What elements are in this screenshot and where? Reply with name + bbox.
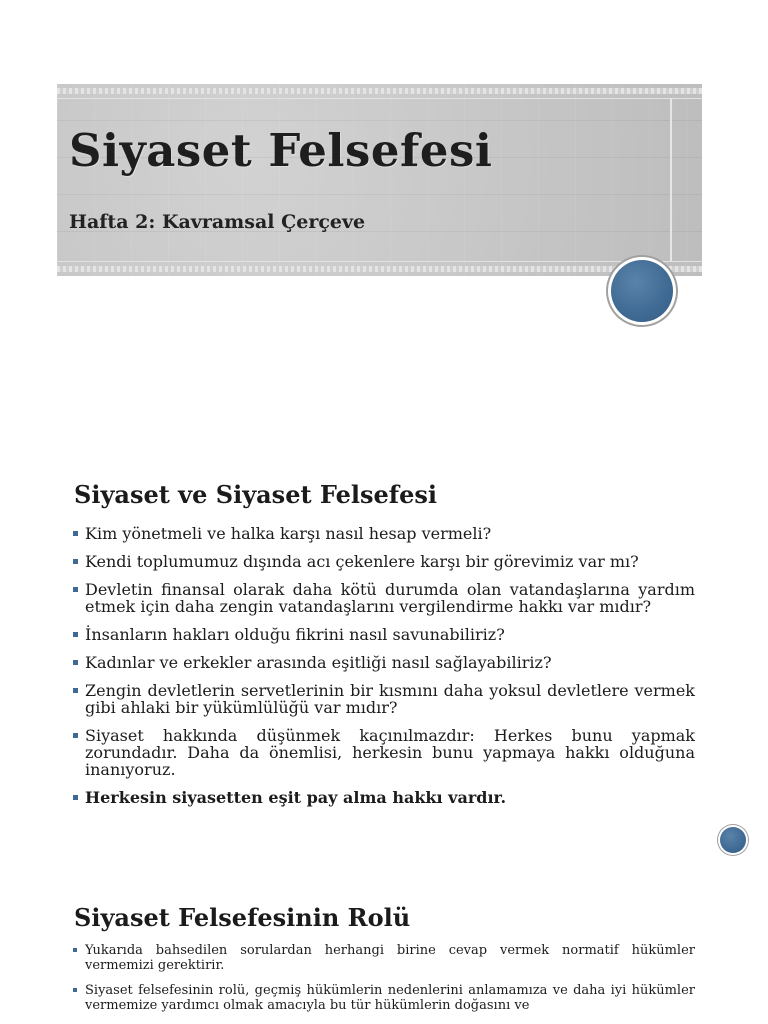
list-item-text: Zengin devletlerin servetlerinin bir kısmını daha yoksul devletlere vermek gibi ahlaki bir yükümlülüğü var mıdır? (85, 681, 695, 717)
slide-title: Siyaset Felsefesi (69, 124, 493, 177)
banner-bottom-stripe (57, 266, 702, 272)
list-item-text: Herkesin siyasetten eşit pay alma hakkı vardır. (85, 788, 507, 807)
square-bullet-icon (73, 531, 78, 536)
banner-top-stripe (57, 88, 702, 94)
list-item (73, 983, 695, 1013)
square-bullet-icon (73, 795, 78, 800)
list-item (73, 525, 695, 542)
square-bullet-icon (73, 632, 78, 637)
square-bullet-icon (73, 988, 77, 992)
circle-ornament-icon (611, 260, 673, 322)
circle-ornament-icon (720, 827, 746, 853)
title-banner (57, 84, 702, 276)
square-bullet-icon (73, 948, 77, 952)
square-bullet-icon (73, 688, 78, 693)
list-item-text: Yukarıda bahsedilen sorulardan herhangi birine cevap vermek normatif hükümler vermemizi gerektirir. (85, 943, 695, 973)
section-heading: Siyaset Felsefesinin Rolü (74, 903, 411, 932)
banner-vertical-divider (670, 98, 672, 262)
list-item (73, 553, 695, 570)
list-item (73, 943, 695, 973)
list-item-text: Devletin finansal olarak daha kötü durumda olan vatandaşlarına yardım etmek için daha zengin vatandaşlarını vergilendirme hakkı var mıdır? (85, 580, 695, 616)
list-item-text: Kadınlar ve erkekler arasında eşitliği nasıl sağlayabiliriz? (85, 653, 552, 672)
banner-divider (57, 98, 702, 99)
list-item (73, 789, 695, 806)
bullet-list (73, 943, 695, 1023)
square-bullet-icon (73, 733, 78, 738)
list-item (73, 581, 695, 615)
list-item (73, 626, 695, 643)
section-heading: Siyaset ve Siyaset Felsefesi (74, 480, 438, 509)
square-bullet-icon (73, 660, 78, 665)
square-bullet-icon (73, 559, 78, 564)
bullet-list (73, 525, 695, 817)
list-item-text: Kendi toplumumuz dışında acı çekenlere karşı bir görevimiz var mı? (85, 552, 639, 571)
square-bullet-icon (73, 587, 78, 592)
banner-divider (57, 261, 702, 262)
list-item-text: Siyaset felsefesinin rolü, geçmiş hükümlerin nedenlerini anlamamıza ve daha iyi hükümler vermemize yardımcı olmak amacıyla bu tür hükümlerin doğasını ve (85, 983, 695, 1013)
list-item-text: İnsanların hakları olduğu fikrini nasıl savunabiliriz? (85, 625, 505, 644)
list-item (73, 654, 695, 671)
list-item-text: Siyaset hakkında düşünmek kaçınılmazdır: Herkes bunu yapmak zorundadır. Daha da önemlisi, herkesin bunu yapmaya hakkı olduğuna inanıyoruz. (85, 726, 695, 779)
list-item (73, 727, 695, 778)
list-item (73, 682, 695, 716)
list-item-text: Kim yönetmeli ve halka karşı nasıl hesap vermeli? (85, 524, 492, 543)
slide-subtitle: Hafta 2: Kavramsal Çerçeve (69, 211, 366, 233)
